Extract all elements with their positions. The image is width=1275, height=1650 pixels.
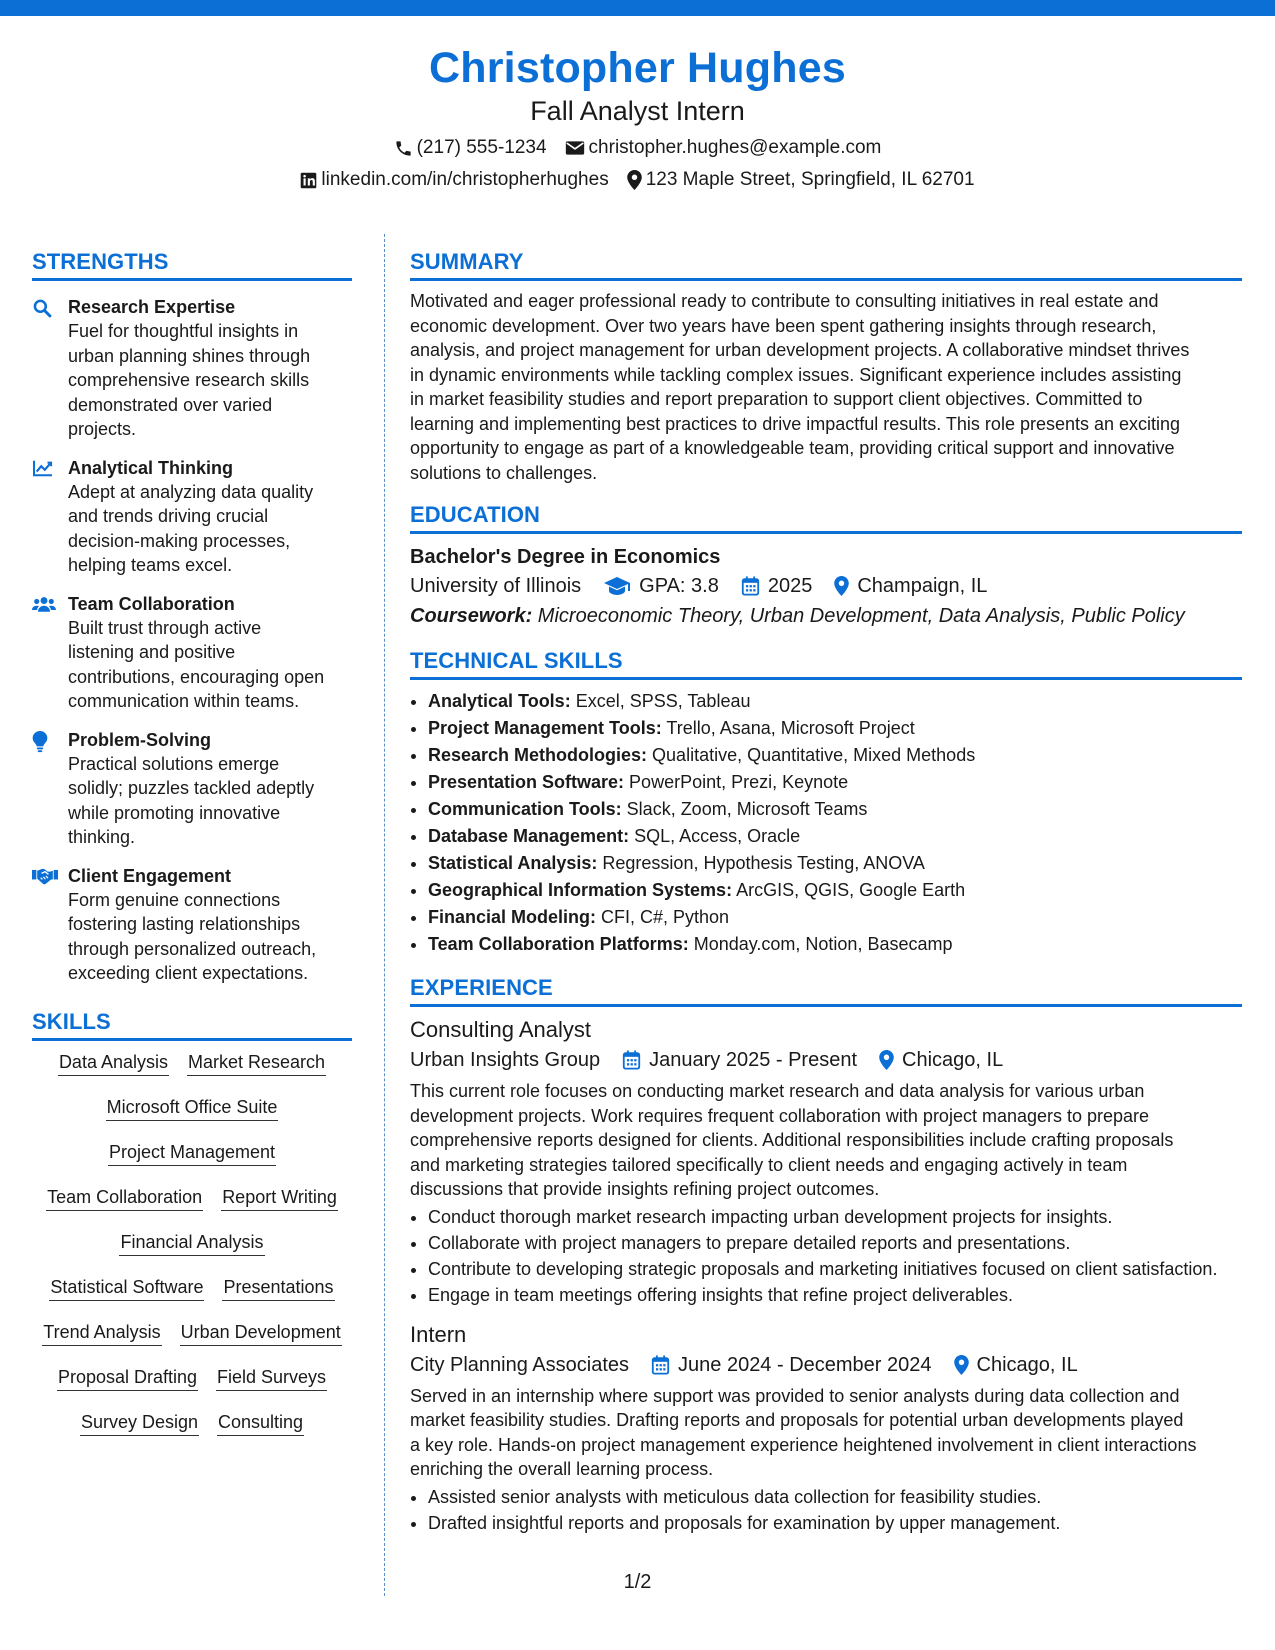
search-icon — [32, 295, 58, 442]
summary-line: in market feasibility studies and report preparation to support client objectives. Committed to — [410, 389, 1143, 409]
technical-skill-item — [428, 796, 1242, 823]
skill-row — [32, 1051, 352, 1076]
linkedin-link[interactable]: linkedin.com/in/christopherhughes — [321, 169, 609, 190]
graduation-cap-icon — [603, 576, 631, 596]
skill-tag: Consulting — [217, 1411, 304, 1436]
map-pin-icon — [627, 170, 642, 190]
coursework-list: Microeconomic Theory, Urban Development, Data Analysis, Public Policy — [532, 605, 1185, 627]
job-description — [410, 1079, 1242, 1202]
lightbulb-icon — [32, 728, 58, 850]
technical-skill-item — [428, 877, 1242, 904]
strength-description-line: helping teams excel. — [68, 555, 233, 575]
summary-line: analysis, and project management for urban development projects. A collaborative mindset thrives — [410, 340, 1190, 360]
strength-description-line: listening and positive — [68, 642, 236, 662]
technical-skill-value: SQL, Access, Oracle — [629, 826, 801, 846]
skill-row — [32, 1366, 352, 1391]
strength-body — [68, 295, 310, 442]
strength-description-line: contributions, encouraging open — [68, 666, 325, 687]
strength-description-line: exceeding client expectations. — [68, 963, 309, 983]
technical-skill-label: Communication Tools: — [428, 799, 622, 819]
technical-skill-value: Trello, Asana, Microsoft Project — [661, 718, 915, 738]
strength-item — [32, 864, 352, 986]
column-divider — [384, 234, 385, 1596]
company-name: City Planning Associates — [410, 1353, 630, 1376]
technical-skill-item — [428, 850, 1242, 877]
job-title: Intern — [410, 1321, 467, 1347]
summary-line: solutions to challenges. — [410, 462, 598, 483]
skill-tag: Report Writing — [221, 1186, 338, 1211]
degree-title: Bachelor's Degree in Economics — [410, 546, 721, 568]
strength-description — [68, 319, 310, 442]
job-dates: January 2025 - Present — [649, 1049, 858, 1071]
strength-description — [68, 888, 316, 986]
strength-body — [68, 864, 316, 986]
skill-tag: Presentations — [222, 1276, 334, 1301]
graduation-year: 2025 — [767, 575, 813, 597]
strength-body — [68, 592, 324, 714]
job-bullet: • Drafted insightful reports and proposals for examination by upper management. — [428, 1510, 1242, 1536]
job-bullet: • Contribute to developing strategic proposals and marketing initiatives focused on client satisfaction. — [428, 1256, 1242, 1282]
technical-skill-item — [428, 931, 1242, 958]
technical-skill-value: CFI, C#, Python — [596, 907, 730, 927]
strength-description-line: demonstrated over varied — [68, 394, 273, 415]
job-entry — [410, 1015, 1242, 1308]
strength-description-line: while promoting innovative — [68, 802, 281, 823]
job-description-line: market feasibility studies. Drafting reports and proposals for potential urban developments played — [410, 1410, 1184, 1430]
strength-description-line: communication within teams. — [68, 691, 300, 711]
technical-skills-list — [410, 688, 1242, 958]
experience-list — [410, 1015, 1242, 1536]
calendar-icon — [651, 1355, 670, 1375]
skill-row — [32, 1276, 352, 1301]
skill-tag: Market Research — [187, 1051, 326, 1076]
strength-body — [68, 456, 313, 578]
technical-skill-value: Slack, Zoom, Microsoft Teams — [621, 799, 868, 819]
calendar-icon — [741, 576, 760, 596]
strength-title: Client Engagement — [68, 865, 232, 886]
address-contact — [627, 167, 975, 193]
skill-row — [32, 1411, 352, 1436]
strength-description-line: Fuel for thoughtful insights in — [68, 321, 299, 341]
job-bullets — [410, 1204, 1242, 1308]
strength-description — [68, 752, 314, 850]
strength-item — [32, 592, 352, 714]
strength-item — [32, 728, 352, 850]
coursework — [410, 601, 1242, 631]
skill-tag: Trend Analysis — [42, 1321, 161, 1346]
skill-row — [32, 1321, 352, 1346]
left-column — [32, 248, 352, 1456]
job-bullet: • Engage in team meetings offering insights that refine project deliverables. — [428, 1282, 1242, 1308]
strengths-list — [32, 295, 352, 986]
technical-skill-label: Research Methodologies: — [428, 745, 648, 765]
address-text: 123 Maple Street, Springfield, IL 62701 — [645, 169, 975, 190]
job-meta — [410, 1350, 1242, 1380]
phone-icon — [394, 139, 413, 158]
contact-row-1 — [0, 135, 1275, 161]
skill-tag: Financial Analysis — [119, 1231, 264, 1256]
job-description-line: a key role. Hands-on project management experience heightened involvement in client interactions — [410, 1434, 1197, 1455]
resume-header — [0, 42, 1275, 193]
job-location: Chicago, IL — [976, 1353, 1078, 1376]
school-location: Champaign, IL — [857, 575, 988, 597]
coursework-label: Coursework: — [410, 605, 533, 627]
job-description-line: and marketing strategies tailored specifically to client needs and engaging actively in team — [410, 1154, 1128, 1175]
education-meta — [410, 571, 1242, 601]
strength-description-line: and trends driving crucial — [68, 506, 269, 526]
strength-item — [32, 295, 352, 442]
technical-skill-value: Monday.com, Notion, Basecamp — [688, 934, 953, 954]
strength-description-line: decision-making processes, — [68, 530, 291, 551]
technical-skill-item — [428, 769, 1242, 796]
job-bullet: • Collaborate with project managers to prepare detailed reports and presentations. — [428, 1230, 1242, 1256]
school-name: University of Illinois — [410, 575, 582, 597]
technical-skill-label: Team Collaboration Platforms: — [428, 934, 689, 954]
strength-description-line: Practical solutions emerge — [68, 753, 280, 774]
map-pin-icon — [879, 1050, 894, 1070]
strength-description-line: Built trust through active — [68, 617, 262, 638]
technical-skill-value: Excel, SPSS, Tableau — [570, 691, 751, 711]
technical-skill-label: Project Management Tools: — [428, 718, 662, 738]
technical-skill-value: Regression, Hypothesis Testing, ANOVA — [597, 853, 925, 873]
strength-description-line: urban planning shines through — [68, 345, 311, 366]
job-location: Chicago, IL — [902, 1049, 1004, 1071]
job-description — [410, 1384, 1242, 1482]
job-description-line: Served in an internship where support was provided to senior analysts during data collection and — [410, 1385, 1180, 1406]
strength-title: Analytical Thinking — [68, 457, 234, 478]
skill-tag: Field Surveys — [216, 1366, 327, 1391]
strength-description-line: thinking. — [68, 827, 136, 847]
job-bullet: • Assisted senior analysts with meticulous data collection for feasibility studies. — [428, 1484, 1242, 1510]
technical-skill-label: Financial Modeling: — [428, 907, 597, 927]
phone-contact — [394, 135, 547, 161]
technical-skill-label: Geographical Information Systems: — [428, 880, 733, 900]
right-column — [410, 248, 1242, 1536]
gpa-text: GPA: 3.8 — [639, 575, 719, 597]
skill-tag: Proposal Drafting — [57, 1366, 198, 1391]
skills-list — [32, 1051, 352, 1436]
technical-skills-heading: TECHNICAL SKILLS — [410, 647, 1242, 680]
job-description-line: discussions that provide insights refining project outcomes. — [410, 1179, 880, 1199]
job-bullets — [410, 1484, 1242, 1536]
page-number: 1/2 — [623, 1571, 652, 1593]
skills-heading: SKILLS — [32, 1008, 352, 1041]
phone-text[interactable]: (217) 555-1234 — [416, 137, 547, 158]
technical-skill-item — [428, 823, 1242, 850]
strength-description — [68, 616, 324, 714]
map-pin-icon — [834, 576, 849, 596]
strength-description-line: fostering lasting relationships — [68, 914, 301, 934]
job-bullet: • Conduct thorough market research impacting urban development projects for insights. — [428, 1204, 1242, 1230]
chart-line-icon — [32, 456, 58, 578]
email-contact — [565, 135, 882, 161]
summary-heading: SUMMARY — [410, 248, 1242, 281]
skill-row — [32, 1231, 352, 1256]
top-accent-bar — [0, 0, 1275, 16]
job-meta — [410, 1045, 1242, 1075]
strength-description — [68, 480, 313, 578]
strength-title: Research Expertise — [68, 297, 236, 317]
technical-skill-item — [428, 742, 1242, 769]
strength-body — [68, 728, 314, 850]
skill-tag: Urban Development — [180, 1321, 342, 1346]
candidate-name: Christopher Hughes — [429, 44, 846, 92]
strength-description-line: Adept at analyzing data quality — [68, 481, 314, 502]
technical-skill-label: Database Management: — [428, 826, 630, 846]
technical-skill-value: Qualitative, Quantitative, Mixed Methods — [647, 745, 976, 765]
summary-text — [410, 289, 1242, 485]
technical-skill-label: Presentation Software: — [428, 772, 625, 792]
technical-skill-label: Analytical Tools: — [428, 691, 571, 711]
skill-row — [32, 1186, 352, 1211]
contact-row-2 — [0, 167, 1275, 193]
job-description-line: comprehensive reports designed for clients. Additional responsibilities include crafting proposals — [410, 1130, 1174, 1150]
strength-description-line: Form genuine connections — [68, 889, 281, 910]
job-description-line: enriching the overall learning process. — [410, 1459, 714, 1479]
skill-tag: Statistical Software — [49, 1276, 204, 1301]
summary-line: learning and implementing best practices to drive impactful results. This role presents an exciting — [410, 413, 1181, 434]
strength-title: Problem-Solving — [68, 729, 212, 750]
company-name: Urban Insights Group — [410, 1049, 601, 1071]
strength-title: Team Collaboration — [68, 593, 235, 614]
education-heading: EDUCATION — [410, 501, 1242, 534]
linkedin-icon — [300, 172, 317, 189]
technical-skill-value: PowerPoint, Prezi, Keynote — [624, 772, 849, 792]
strength-description-line: through personalized outreach, — [68, 938, 317, 959]
envelope-icon — [565, 140, 585, 156]
strength-description-line: comprehensive research skills — [68, 370, 310, 390]
job-title: Consulting Analyst — [410, 1017, 591, 1042]
summary-line: in dynamic environments while tackling complex issues. Significant experience includes assisting — [410, 364, 1182, 385]
job-description-line: development projects. Work requires frequent collaboration with project managers to prepare — [410, 1105, 1150, 1126]
strength-description-line: solidly; puzzles tackled adeptly — [68, 778, 315, 798]
strength-description-line: projects. — [68, 419, 137, 439]
technical-skill-item — [428, 688, 1242, 715]
email-link[interactable]: christopher.hughes@example.com — [588, 137, 882, 158]
job-description-line: This current role focuses on conducting market research and data analysis for various urban — [410, 1081, 1145, 1101]
strengths-heading: STRENGTHS — [32, 248, 352, 281]
skill-tag: Survey Design — [80, 1411, 199, 1436]
handshake-icon — [32, 864, 58, 986]
skill-tag: Team Collaboration — [46, 1186, 203, 1211]
experience-heading: EXPERIENCE — [410, 974, 1242, 1007]
technical-skill-label: Statistical Analysis: — [428, 853, 598, 873]
job-dates: June 2024 - December 2024 — [678, 1353, 932, 1376]
calendar-icon — [622, 1050, 641, 1070]
skill-row — [32, 1096, 352, 1121]
summary-line: opportunity to engage as part of a knowledgeable team, providing critical support and innovative — [410, 438, 1175, 458]
linkedin-contact — [300, 167, 608, 193]
job-entry — [410, 1320, 1242, 1536]
technical-skill-item — [428, 904, 1242, 931]
technical-skill-item — [428, 715, 1242, 742]
summary-line: Motivated and eager professional ready to contribute to consulting initiatives in real estate and — [410, 291, 1159, 311]
skill-tag: Data Analysis — [58, 1051, 169, 1076]
skill-tag: Microsoft Office Suite — [106, 1096, 279, 1121]
candidate-role: Fall Analyst Intern — [530, 96, 745, 126]
strength-item — [32, 456, 352, 578]
skill-row — [32, 1141, 352, 1166]
users-icon — [32, 592, 58, 714]
summary-line: economic development. Over two years have been spent gathering insights through research, — [410, 315, 1157, 336]
map-pin-icon — [954, 1355, 969, 1375]
skill-tag: Project Management — [108, 1141, 276, 1166]
technical-skill-value: ArcGIS, QGIS, Google Earth — [732, 880, 966, 900]
